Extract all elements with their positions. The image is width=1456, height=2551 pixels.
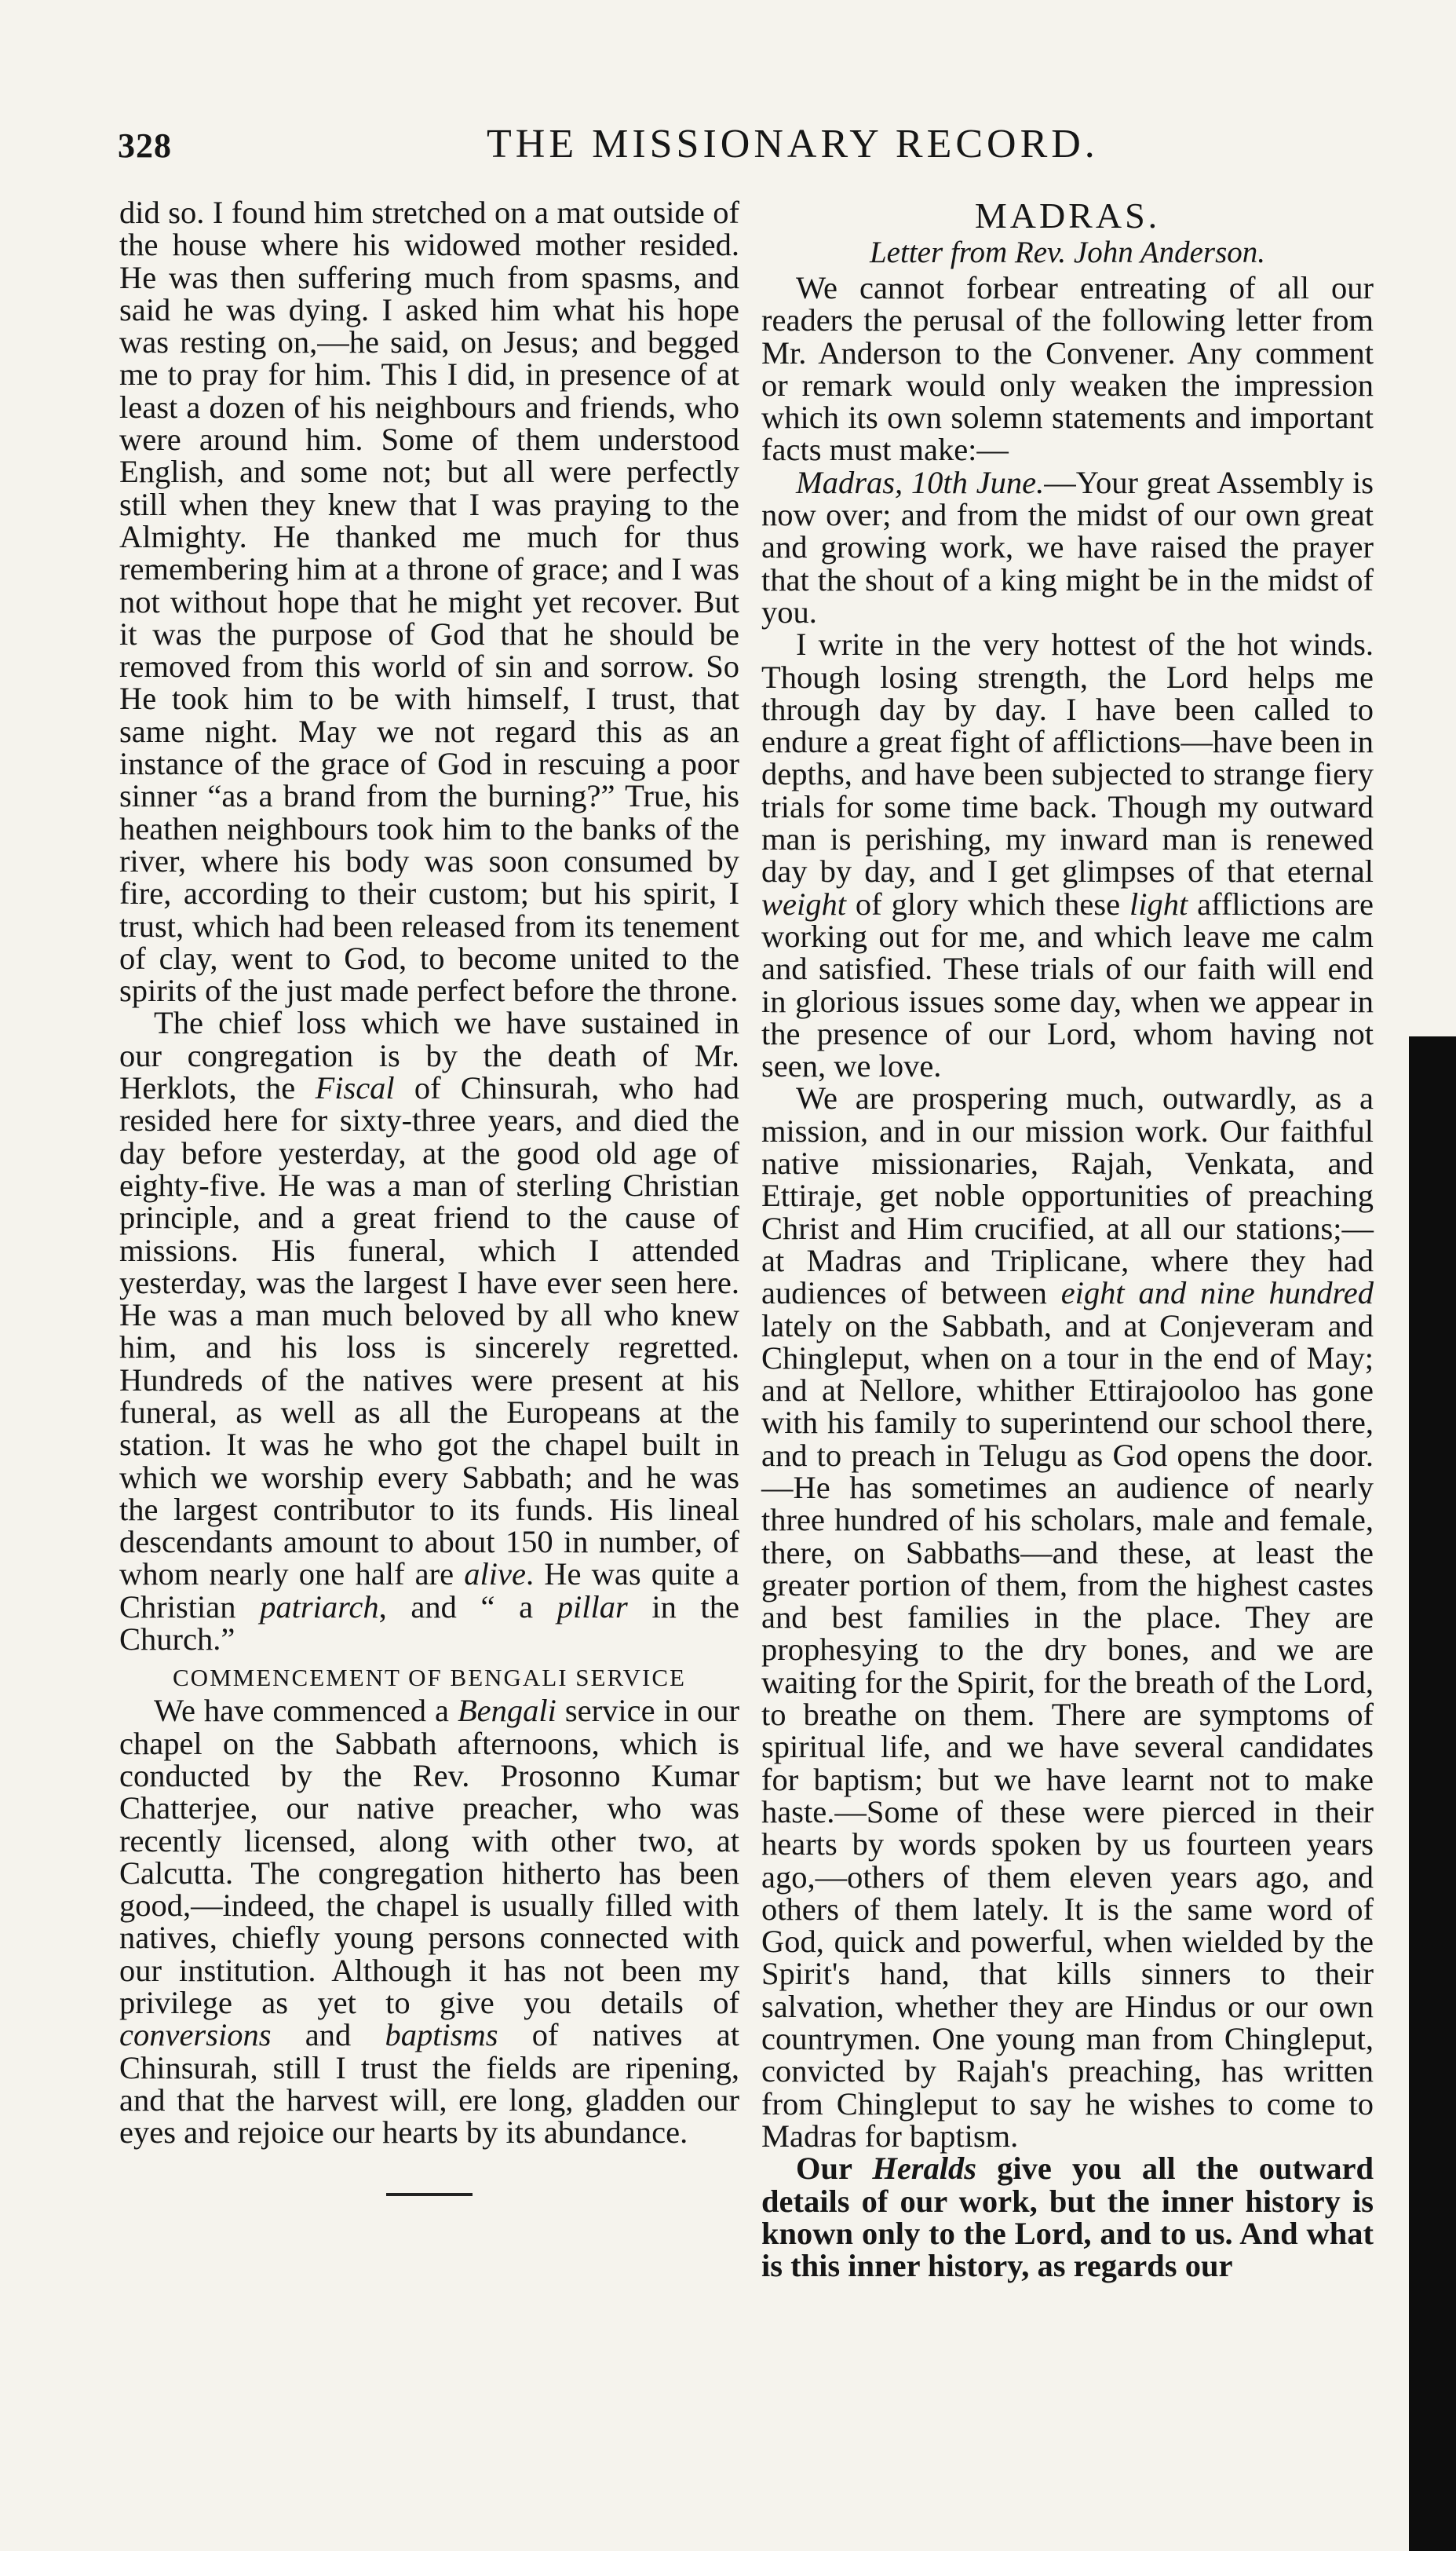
heralds-word: Heralds	[872, 2151, 977, 2187]
light-word: light	[1129, 886, 1188, 922]
left-paragraph-3: We have commenced a Bengali service in our chapel on the Sabbath afternoons, which is conducted by the Rev. Prosonno Kumar Chatterjee, our native preacher, who was recently licensed, along with other two, at Calcutta. The congregation hitherto has been good,—indeed, the chapel is usually filled with natives, chiefly young persons connected with our institution. Although it has not been my privilege as yet to give you details of conversions and baptisms of natives at Chinsurah, still I trust the fields are ripening, and that the harvest will, ere long, gladden our eyes and rejoice our hearts by its abundance.	[119, 1693, 740, 2151]
dateline: Madras, 10th June.	[796, 464, 1045, 500]
end-rule	[386, 2193, 473, 2196]
left-paragraph-2: The chief loss which we have sustained in our congregation is by the death of Mr. Herklots, the Fiscal of Chinsurah, who had resided here for sixty-three years, and died the day before yesterday, at the good old age of eighty-five. He was a man of sterling Christian principle, and a great friend to the cause of missions. His funeral, which I attended yesterday, was the largest I have ever seen here. He was a man much beloved by all who knew him, and his loss is sincerely regretted. Hundreds of the natives were present at his funeral, as well as all the Europeans at the station. It was he who got the chapel built in which we worship every Sabbath; and he was the largest contributor to its funds. His lineal descendants amount to about 150 in number, of whom nearly one half are alive. He was quite a Christian patriarch, and “ a pillar in the Church.”	[119, 1005, 740, 1657]
pillar-word: pillar	[556, 1588, 628, 1625]
baptisms-word: baptisms	[385, 2017, 498, 2053]
byline: Letter from Rev. John Anderson.	[869, 236, 1266, 269]
page-edge-shadow	[1409, 1036, 1456, 2551]
dateline-paragraph: Madras, 10th June.—Your great Assembly is now over; and from the midst of our own great and growing work, we have raised the prayer that the shout of a king might be in the midst of you.	[761, 464, 1374, 630]
section-heading: COMMENCEMENT OF BENGALI SERVICE	[173, 1664, 686, 1692]
patriarch-word: patriarch	[260, 1588, 379, 1625]
weight-word: weight	[761, 886, 846, 922]
right-paragraph-2: We are prospering much, outwardly, as a mission, and in our mission work. Our faithful native missionaries, Rajah, Venkata, and Ettiraje, get noble opportunities of preaching Christ and Him crucified, at all our stations;—at Madras and Triplicane, where they had audiences of between eight and nine hundred lately on the Sabbath, and at Conjeveram and Chingleput, when on a tour in the end of May; and at Nellore, whither Ettirajooloo has gone with his family to superintend our school there, and to preach in Telugu as God opens the door.—He has sometimes an audience of nearly three hundred of his scholars, male and female, there, on Sabbaths—and these, at least the greater portion of them, from the highest castes and best families in the place. They are prophesying to the dry bones, and we are waiting for the Spirit, for the breath of the Lord, to breathe on them. There are symptoms of spiritual life, and we have several candidates for baptism; but we have learnt not to make haste.—Some of these were pierced in their hearts by words spoken by us fourteen years ago,—others of them eleven years ago, and others of them lately. It is the same word of God, quick and powerful, when wielded by the Spirit's hand, that kills sinners to their salvation, whether they are Hindus or our own countrymen. One young man from Chingleput, convicted by Rajah's preaching, has written from Chingleput to say he wishes to come to Madras for baptism.	[761, 1080, 1374, 2154]
numbers-phrase: eight and nine hundred	[1060, 1275, 1374, 1311]
conversions-word: conversions	[119, 2017, 272, 2053]
right-column	[761, 196, 1374, 2282]
bengali-word: Bengali	[457, 1693, 556, 1729]
right-paragraph-3: Our Heralds give you all the outward details of our work, but the inner history is known only to the Lord, and to us. And what is this inner history, as regards our	[761, 2151, 1374, 2284]
page-number: 328	[118, 126, 172, 165]
running-head	[94, 118, 1334, 181]
alive-word: alive	[464, 1556, 526, 1592]
fiscal-word: Fiscal	[315, 1070, 395, 1106]
left-column	[119, 196, 739, 2196]
right-paragraph-1: I write in the very hottest of the hot winds. Though losing strength, the Lord helps me through day by day. I have been called to endure a great fight of afflictions—have been in depths, and have been subjected to strange fiery trials for some time back. Though my outward man is perishing, my inward man is renewed day by day, and I get glimpses of that eternal weight of glory which these light afflictions are working out for me, and which leave me calm and satisfied. These trials of our faith will end in glorious issues some day, when we appear in the presence of our Lord, whom having not seen, we love.	[761, 627, 1374, 1084]
intro-paragraph: We cannot forbear entreating of all our readers the perusal of the following letter from Mr. Anderson to the Convener. Any comment or remark would only weaken the impression which its own solemn statements and important facts must make:—	[761, 270, 1374, 468]
article-title: MADRAS.	[974, 196, 1161, 236]
journal-title: THE MISSIONARY RECORD.	[487, 122, 1099, 166]
left-paragraph-1: did so. I found him stretched on a mat outside of the house where his widowed mother resided. He was then suffering much from spasms, and said he was dying. I asked him what his hope was resting on,—he said, on Jesus; and begged me to pray for him. This I did, in presence of at least a dozen of his neighbours and friends, who were around him. Some of them understood English, and some not; but all were perfectly still when they knew that I was praying to the Almighty. He thanked me much for thus remembering him at a throne of grace; and I was not without hope that he might yet recover. But it was the purpose of God that he should be removed from this world of sin and sorrow. So He took him to be with himself, I trust, that same night. May we not regard this as an instance of the grace of God in rescuing a poor sinner “as a brand from the burning?” True, his heathen neighbours took him to the banks of the river, where his body was soon consumed by fire, according to their custom; but his spirit, I trust, which had been released from its tenement of clay, went to God, to become united to the spirits of the just made perfect before the throne.	[119, 195, 739, 1009]
